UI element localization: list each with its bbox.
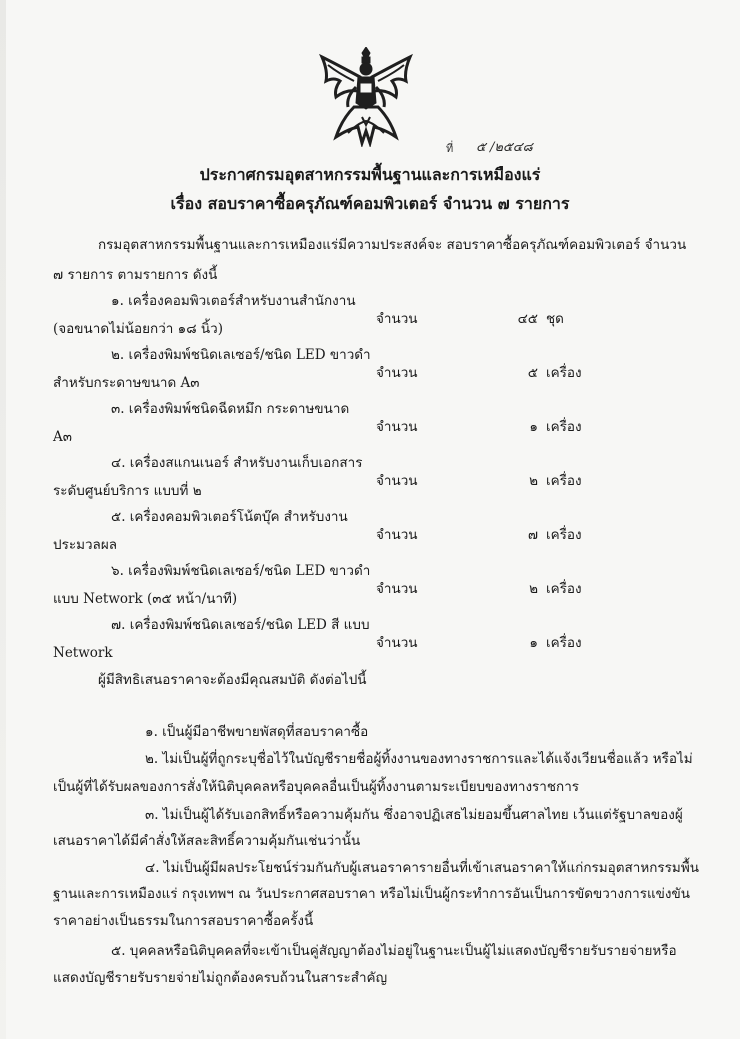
qualification-3-line-1: ๓. ไม่เป็นผู้ได้รับเอกสิทธิ์หรือความคุ้มกัน ซึ่งอาจปฏิเสธไม่ยอมขึ้นศาลไทย เว้นแต่รัฐบาลของผู้	[145, 807, 683, 823]
item-1-unit: ชุด	[546, 311, 564, 327]
item-6-line-1: ๖. เครื่องพิมพ์ชนิดเลเซอร์/ชนิด LED ขาวดำ	[111, 563, 371, 579]
reference-label: ที่	[446, 142, 454, 155]
qualifications-intro: ผู้มีสิทธิเสนอราคาจะต้องมีคุณสมบัติ ดังต่อไปนี้	[98, 672, 367, 688]
item-2-line-1: ๒. เครื่องพิมพ์ชนิดเลเซอร์/ชนิด LED ขาวดำ	[111, 347, 371, 363]
reference-number: ๕ /๒๕๔๘	[476, 140, 533, 155]
item-6-qty-label: จำนวน	[376, 581, 418, 597]
qualification-1-line-1: ๑. เป็นผู้มีอาชีพขายพัสดุที่สอบราคาซื้อ	[145, 724, 369, 740]
item-1-line-1: ๑. เครื่องคอมพิวเตอร์สำหรับงานสำนักงาน	[111, 293, 356, 309]
qualification-4-line-3: ราคาอย่างเป็นธรรมในการสอบราคาซื้อครั้งนี้	[53, 913, 314, 929]
item-7-qty: ๑	[529, 635, 538, 651]
item-3-qty: ๑	[529, 419, 538, 435]
item-5-line-1: ๕. เครื่องคอมพิวเตอร์โน้ตบุ๊ค สำหรับงาน	[111, 509, 348, 525]
item-2-qty-label: จำนวน	[376, 365, 418, 381]
item-5-line-2: ประมวลผล	[53, 537, 118, 553]
item-7-line-1: ๗. เครื่องพิมพ์ชนิดเลเซอร์/ชนิด LED สี แบบ	[111, 617, 370, 633]
item-1-qty-label: จำนวน	[376, 311, 418, 327]
qualification-2-line-1: ๒. ไม่เป็นผู้ที่ถูกระบุชื่อไว้ในบัญชีรายชื่อผู้ทิ้งงานของทางราชการและได้แจ้งเวียนชื่อแล้ว หรือไม่	[145, 751, 693, 767]
garuda-emblem-icon	[318, 47, 414, 147]
item-2-qty: ๕	[527, 365, 538, 381]
item-6-unit: เครื่อง	[546, 581, 582, 597]
item-3-line-1: ๓. เครื่องพิมพ์ชนิดฉีดหมึก กระดาษขนาด	[111, 401, 350, 417]
item-4-line-1: ๔. เครื่องสแกนเนอร์ สำหรับงานเก็บเอกสาร	[111, 455, 363, 471]
item-6-line-2: แบบ Network (๓๕ หน้า/นาที)	[53, 591, 238, 607]
item-1-line-2: (จอขนาดไม่น้อยกว่า ๑๘ นิ้ว)	[53, 321, 224, 337]
item-7-unit: เครื่อง	[546, 635, 582, 651]
page-subtitle: เรื่อง สอบราคาซื้อครุภัณฑ์คอมพิวเตอร์ จำนวน ๗ รายการ	[170, 194, 570, 213]
item-3-line-2: A๓	[53, 429, 72, 445]
intro-line-2: ๗ รายการ ตามรายการ ดังนี้	[53, 267, 218, 283]
qualification-5-line-1: ๕. บุคคลหรือนิติบุคคลที่จะเข้าเป็นคู่สัญญาต้องไม่อยู่ในฐานะเป็นผู้ไม่แสดงบัญชีรายรับรายจ่ายหรือ	[111, 943, 677, 959]
intro-line-1: กรมอุตสาหกรรมพื้นฐานและการเหมืองแร่มีความประสงค์จะ สอบราคาซื้อครุภัณฑ์คอมพิวเตอร์ จำนวน	[98, 237, 687, 253]
item-2-line-2: สำหรับกระดาษขนาด A๓	[53, 375, 200, 391]
item-5-qty: ๗	[527, 527, 538, 543]
item-4-line-2: ระดับศูนย์บริการ แบบที่ ๒	[53, 483, 202, 499]
item-2-unit: เครื่อง	[546, 365, 582, 381]
scan-edge	[0, 0, 6, 1039]
item-3-qty-label: จำนวน	[376, 419, 418, 435]
item-3-unit: เครื่อง	[546, 419, 582, 435]
qualification-3-line-2: เสนอราคาได้มีคำสั่งให้สละสิทธิ์ความคุ้มกันเช่นว่านั้น	[53, 833, 361, 849]
item-5-qty-label: จำนวน	[376, 527, 418, 543]
item-7-qty-label: จำนวน	[376, 635, 418, 651]
qualification-4-line-1: ๔. ไม่เป็นผู้มีผลประโยชน์ร่วมกันกับผู้เสนอราคารายอื่นที่เข้าเสนอราคาให้แก่กรมอุตสาหกรรมพื้น	[145, 860, 699, 876]
qualification-2-line-2: เป็นผู้ที่ได้รับผลของการสั่งให้นิติบุคคลหรือบุคคลอื่นเป็นผู้ทิ้งงานตามระเบียบของทางราชการ	[53, 779, 580, 795]
item-6-qty: ๒	[529, 581, 538, 597]
item-4-unit: เครื่อง	[546, 473, 582, 489]
item-4-qty-label: จำนวน	[376, 473, 418, 489]
qualification-5-line-2: แสดงบัญชีรายรับรายจ่ายไม่ถูกต้องครบถ้วนในสาระสำคัญ	[53, 970, 388, 986]
page-title: ประกาศกรมอุตสาหกรรมพื้นฐานและการเหมืองแร่	[199, 165, 541, 184]
qualification-4-line-2: ฐานและการเหมืองแร่ กรุงเทพฯ ณ วันประกาศสอบราคา หรือไม่เป็นผู้กระทำการอันเป็นการขัดขวางการแข่งขัน	[53, 886, 690, 902]
item-7-line-2: Network	[53, 645, 113, 661]
item-5-unit: เครื่อง	[546, 527, 582, 543]
item-1-qty: ๔๕	[517, 311, 538, 327]
item-4-qty: ๒	[529, 473, 538, 489]
